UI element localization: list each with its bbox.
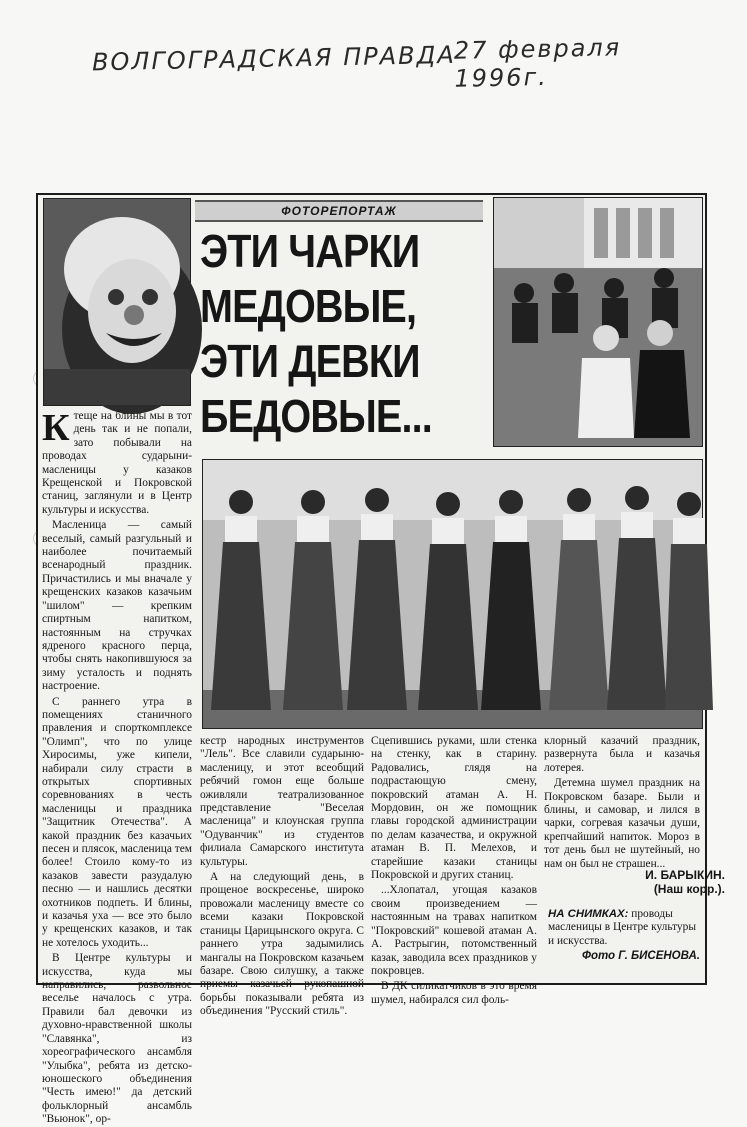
- orchestra-photo: [493, 197, 703, 447]
- author-role: (Наш корр.).: [653, 882, 725, 896]
- article-paragraph: [42, 407, 192, 517]
- handwritten-date: 27 февраля 1996г.: [453, 33, 622, 93]
- article-column-1: [42, 407, 192, 1126]
- dancers-photo: [202, 459, 703, 729]
- article-column-3: [371, 735, 537, 1006]
- article-paragraph: Сцепившись руками, шли стенка на стенку, как в старину. Радовались, глядя на подрастающую смену, покровский атаман А. Н. Мордовин, он же помощник главы городской администрации по делам казачества, и окружной атаман В. П. Мелехов, и старейшие казаки станицы Покровской и других станиц.: [371, 735, 537, 882]
- article-paragraph: С раннего утра в помещениях станичного правления и спорткомплексе "Олимп", что по улице Хиросимы, уже кипели, набирали силу страсти в открытых спортивных соревнованиях в честь масленицы и праздника "Защитник Отечества". А какой праздник без казачьих песен и плясок, масленица тем более! Стоило кому-то из казаков завести разудалую песню — и нашлись десятки охотников подпеть. И блины, и казачья уха — все это было у крещенских казаков, и так не хотелось уходить...: [42, 695, 192, 949]
- drop-cap: К: [42, 407, 70, 449]
- article-paragraph: А на следующий день, в прощеное воскресенье, широко провожали масленицу вместе со всеми казаки Покровской станицы Царицынского округа. С раннего утра задымились мангалы на Покровском казачьем базаре. Свою силушку, а также приемы казачьей рукопашной борьбы показывали ребята из объединения "Русский стиль".: [200, 871, 364, 1018]
- article-paragraph: клорный казачий праздник, развернута была и казачья лотерея.: [544, 735, 700, 774]
- article-headline: [200, 224, 449, 444]
- rubric-label: ФОТОРЕПОРТАЖ: [195, 200, 483, 222]
- article-paragraph: кестр народных инструментов "Лель". Все славили сударыню-масленицу, и этот всеобщий ребячий гомон еще больше оживляли театрализованное представление "Веселая масленица" и клоунская группа "Одуванчик" из студентов филиала Самарского института культуры.: [200, 735, 364, 868]
- article-column-2: [200, 735, 364, 1018]
- article-paragraph: Масленица — самый веселый, самый разгульный и наиболее почитаемый всенародный праздник. Причастились и мы вначале у крещенских казаков казачьим "шилом" — крепким спиртным напитком, настоянным на стручках ядреного красного перца, чтобы снять накопившуюся за зиму усталость и поднять настроение.: [42, 519, 192, 693]
- photo-caption: [548, 908, 696, 948]
- headline-line: ЭТИ ДЕВКИ: [200, 335, 420, 387]
- clown-photo: [43, 198, 191, 406]
- article-column-4: [544, 735, 700, 870]
- headline-line: МЕДОВЫЕ,: [200, 280, 417, 332]
- article-paragraph: В Центре культуры и искусства, куда мы направились, развольное веселье началось с утра. Правили бал девочки из духовно-нравственной школы "Славянка", из хореографического ансамбля "Улыбка", ребята из детско-юношеского объединения "Честь имею!" да детский фольклорный ансамбль "Вьюнок", ор-: [42, 952, 192, 1126]
- paragraph-text: теще на блины мы в тот день так и не попали, зато побывали на проводах сударыни-масленицы у казаков Крещенской и Покровской станиц, заглянули и в Центр культуры и искусства.: [42, 410, 192, 516]
- photo-credit: Фото Г. БИСЕНОВА.: [581, 950, 700, 962]
- clown-photo-image: [44, 199, 190, 405]
- handwritten-newspaper-name: ВОЛГОГРАДСКАЯ ПРАВДА: [91, 40, 457, 77]
- article-paragraph: ...Хлопатал, угощая казаков своим произведением — настоянным на травах напитком "Покровский" кошевой атаман А. А. Растрыгин, потомственный казак, заводила всех праздников у покровцев.: [371, 884, 537, 977]
- article-paragraph: В ДК силикатчиков в это время шумел, набирался сил фоль-: [371, 980, 537, 1006]
- caption-label: НА СНИМКАХ:: [548, 908, 629, 920]
- author-byline: [645, 868, 725, 896]
- article-paragraph: Детемна шумел праздник на Покровском базаре. Были и блины, и самовар, и лился в чарки, согревая казачьи души, крепчайший напиток. Мороз в тот день был не шутейный, но нам он был не страшен...: [544, 777, 700, 870]
- dancers-photo-image: [203, 460, 702, 728]
- author-name: И. БАРЫКИН.: [645, 868, 725, 882]
- headline-line: БЕДОВЫЕ...: [200, 390, 432, 442]
- orchestra-photo-image: [494, 198, 702, 446]
- headline-line: ЭТИ ЧАРКИ: [200, 225, 420, 277]
- caption-text: проводы масленицы в Центре культуры и искусства.: [548, 908, 696, 947]
- handwritten-note: [91, 28, 703, 93]
